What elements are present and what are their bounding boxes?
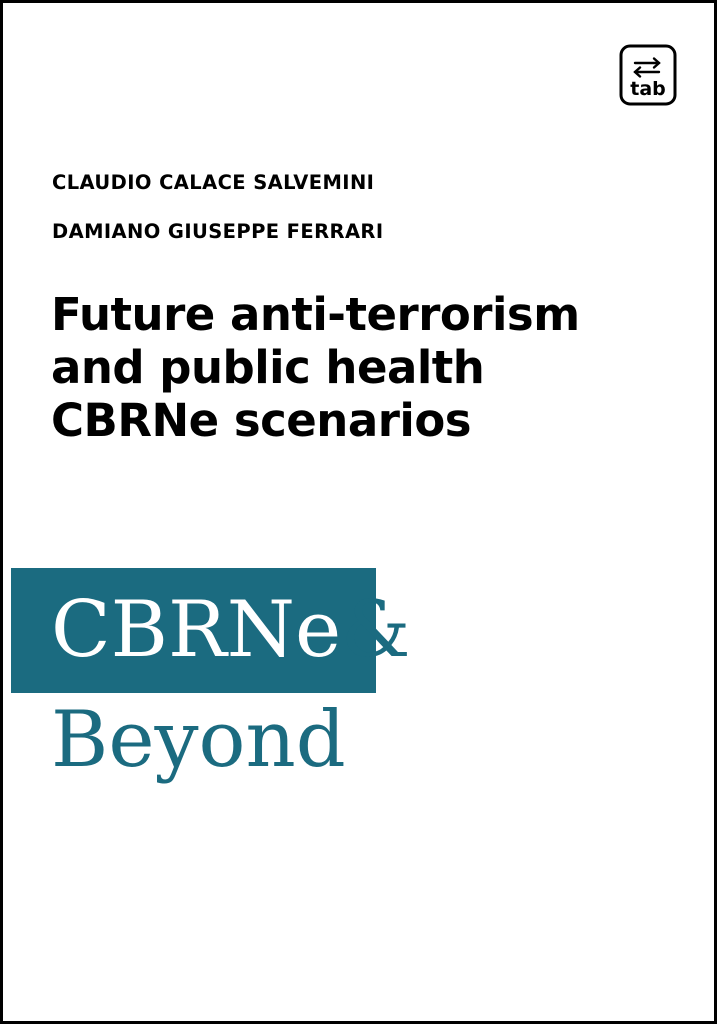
title-line: and public health (51, 341, 485, 395)
author-name: CLAUDIO CALACE SALVEMINI (52, 171, 375, 194)
series-title-line-two: Beyond (51, 695, 346, 785)
publisher-logo-text: tab (630, 78, 666, 100)
page-title (51, 288, 681, 447)
title-line: Future anti-terrorism (51, 288, 580, 341)
series-title-line-one (51, 580, 411, 680)
series-branding (3, 568, 717, 803)
author-name: DAMIANO GIUSEPPE FERRARI (52, 220, 384, 244)
publisher-logo (619, 44, 677, 106)
tab-logo-icon (619, 44, 677, 106)
series-ampersand: & (341, 585, 411, 675)
author-list (52, 171, 672, 244)
series-highlight-text: CBRNe (51, 585, 342, 675)
title-line: CBRNe scenarios (51, 394, 472, 448)
